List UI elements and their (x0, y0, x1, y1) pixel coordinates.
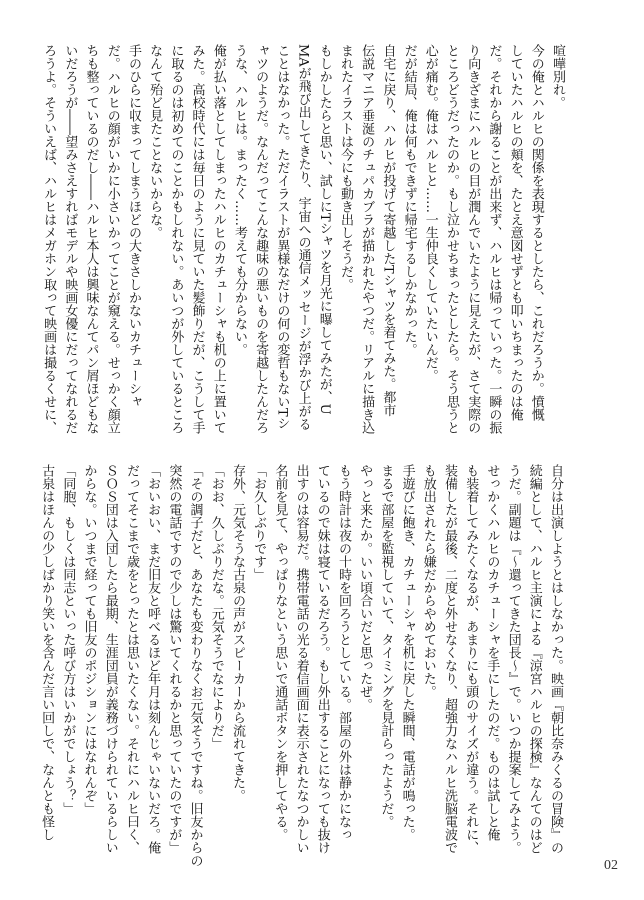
text-line: うだ。副題は『～還ってきた団長～』で。いつか提案してみよう。 (505, 464, 521, 854)
text-line: からな。いつまで経っても旧友のポジションにはなれんぞ」 (81, 464, 97, 815)
text-line: ＳＯＳ団は入団したら最期、生涯団員が義務づけられているらしい (102, 464, 118, 854)
text-line: だが結局、俺は何もできずに帰宅するしかなかった。 (401, 44, 417, 356)
text-line: 「お久しぶりです」 (251, 464, 267, 581)
text-line: 装備したが最後、二度と外せなくなり、超強力なハルヒ洗脳電波で (441, 464, 457, 854)
text-line: まるで部屋を監視していて、タイミングを見計らったようだ。 (378, 464, 394, 828)
text-line: だってそこまで歳をとったとは思いたくない。それにハルヒ曰く、 (123, 464, 139, 854)
text-line: ャツのようだ。なんだってこんな趣味の悪いものを寄越したんだろ (253, 44, 269, 434)
text-line: 手遊びに飽き、カチューシャを机に戻した瞬間、電話が鳴った。 (399, 464, 415, 841)
text-line: 存外、元気そうな古泉の声がスピーカーから流れてきた。 (229, 464, 245, 802)
text-line: り向きざまにハルヒの目が潤んでいたように見えたが、さて実際の (465, 44, 481, 434)
text-line: もしかしたらと思い、試しにTシャツを月光に曝してみたが、U (316, 44, 332, 415)
text-line: だ。それから謝ることが出来ず、ハルヒは帰っていった。一瞬の振 (486, 44, 502, 434)
text-line: ちも整っているのだし――ハルヒ本人は興味なんてパン屑ほどもな (83, 44, 99, 434)
text-line: 「その調子だと、あなたも変わりなくお元気そうですね。旧友からの (187, 464, 203, 867)
text-line: していたハルヒの頬を、たとえ意図せずとも叩いちまったのは俺 (507, 44, 523, 421)
text-line: 今の俺とハルヒの関係を表現するとしたら、これだろうか。憤慨 (528, 44, 544, 421)
text-line: いだろうが――望みさえすればモデルや映画女優にだってなれるだ (62, 44, 78, 434)
text-line: 「おお、久しぶりだな。元気そうでなによりだ」 (208, 464, 224, 750)
text-line: 出すのは容易だ。携帯電話の光る着信画面に表示されたなつかしい (293, 464, 309, 854)
text-line: 「おいおい、まだ旧友と呼べるほど年月は刻んじゃいないだろ。俺 (145, 464, 161, 854)
text-line: ているので妹は寝ているだろう。もし外出することになっても抜け (314, 464, 330, 854)
text-line: 名前を見て、やっぱりなという思いで通話ボタンを押してやる。 (272, 464, 288, 841)
text-line: MAが飛び出してきたり、宇宙への通信メッセージが浮かび上がる (295, 44, 311, 431)
text-line: やっと来たか。いい頃合いだと思ったぜ。 (357, 464, 373, 711)
text-line: 喧嘩別れ。 (550, 44, 565, 109)
text-line: ことはなかった。ただイラストが異様なだけの何の変哲もないTシ (274, 44, 290, 430)
upper-text-block (41, 44, 568, 434)
text-line: なんて殆ど見たことないからな。 (147, 44, 163, 239)
text-line: まれたイラストは今にも動き出しそうだ。 (337, 44, 353, 291)
lower-text-block (39, 464, 566, 867)
text-line: もう時計は夜の十時を回ろうとしている。部屋の外は静かになっ (335, 464, 351, 841)
text-line: うな、ハルヒは。まったく……考えても分からない。 (231, 44, 247, 356)
text-line: ところどうだったのか。もし泣かせちまったとしたら。そう思うと (443, 44, 459, 434)
text-line: 伝説マニア垂涎のチュパカブラが描かれたやつだ。リアルに描き込 (359, 44, 375, 434)
text-line: 「同胞、もしくは同志といった呼び方はいかがでしょう？」 (60, 464, 76, 815)
text-line: 突然の電話ですので少しは驚いてくれるかと思っていたのですが」 (166, 464, 182, 854)
text-line: 俺が払い落としてしまったハルヒのカチューシャも机の上に置いて (210, 44, 226, 434)
text-line: に取るのは初めてのことかもしれない。あいつが外しているところ (168, 44, 184, 434)
text-line: ろうよ。そういえば、ハルヒはメガホン取って映画は撮るくせに、 (41, 44, 57, 434)
text-line: 手のひらに収まってしまうほどの大きさしかないカチューシャ (125, 44, 141, 408)
text-line: だ。ハルヒの顔がいかに小さいかってことが窺える。せっかく顔立 (104, 44, 120, 434)
text-line: も放出されたら嫌だからやめておいた。 (420, 464, 436, 698)
text-line: 自宅に戻り、ハルヒが投げて寄越したTシャツを着てみた。都市 (380, 44, 396, 417)
text-line: せっかくハルヒのカチューシャを手にしたのだ。ものは試しと俺 (484, 464, 500, 841)
text-line: みた。高校時代には毎日のように見ていた髪飾りだが、こうして手 (189, 44, 205, 434)
text-line: 自分は出演しようとはしなかった。映画『朝比奈みくるの冒険』の (548, 464, 563, 854)
text-line: 古泉はほんの少しばかり笑いを含んだ言い回しで、なんとも怪し (39, 464, 55, 841)
text-line: も装着してみたくなるが、あまりにも頭のサイズが違う。それに、 (463, 464, 479, 854)
page-number: 02 (604, 858, 618, 873)
text-line: 心が痛む。俺はハルヒと……一生仲良くしていたいんだ。 (422, 44, 438, 382)
text-line: 続編として、ハルヒ主演による『涼宮ハルヒの探検』なんてのはど (526, 464, 542, 854)
